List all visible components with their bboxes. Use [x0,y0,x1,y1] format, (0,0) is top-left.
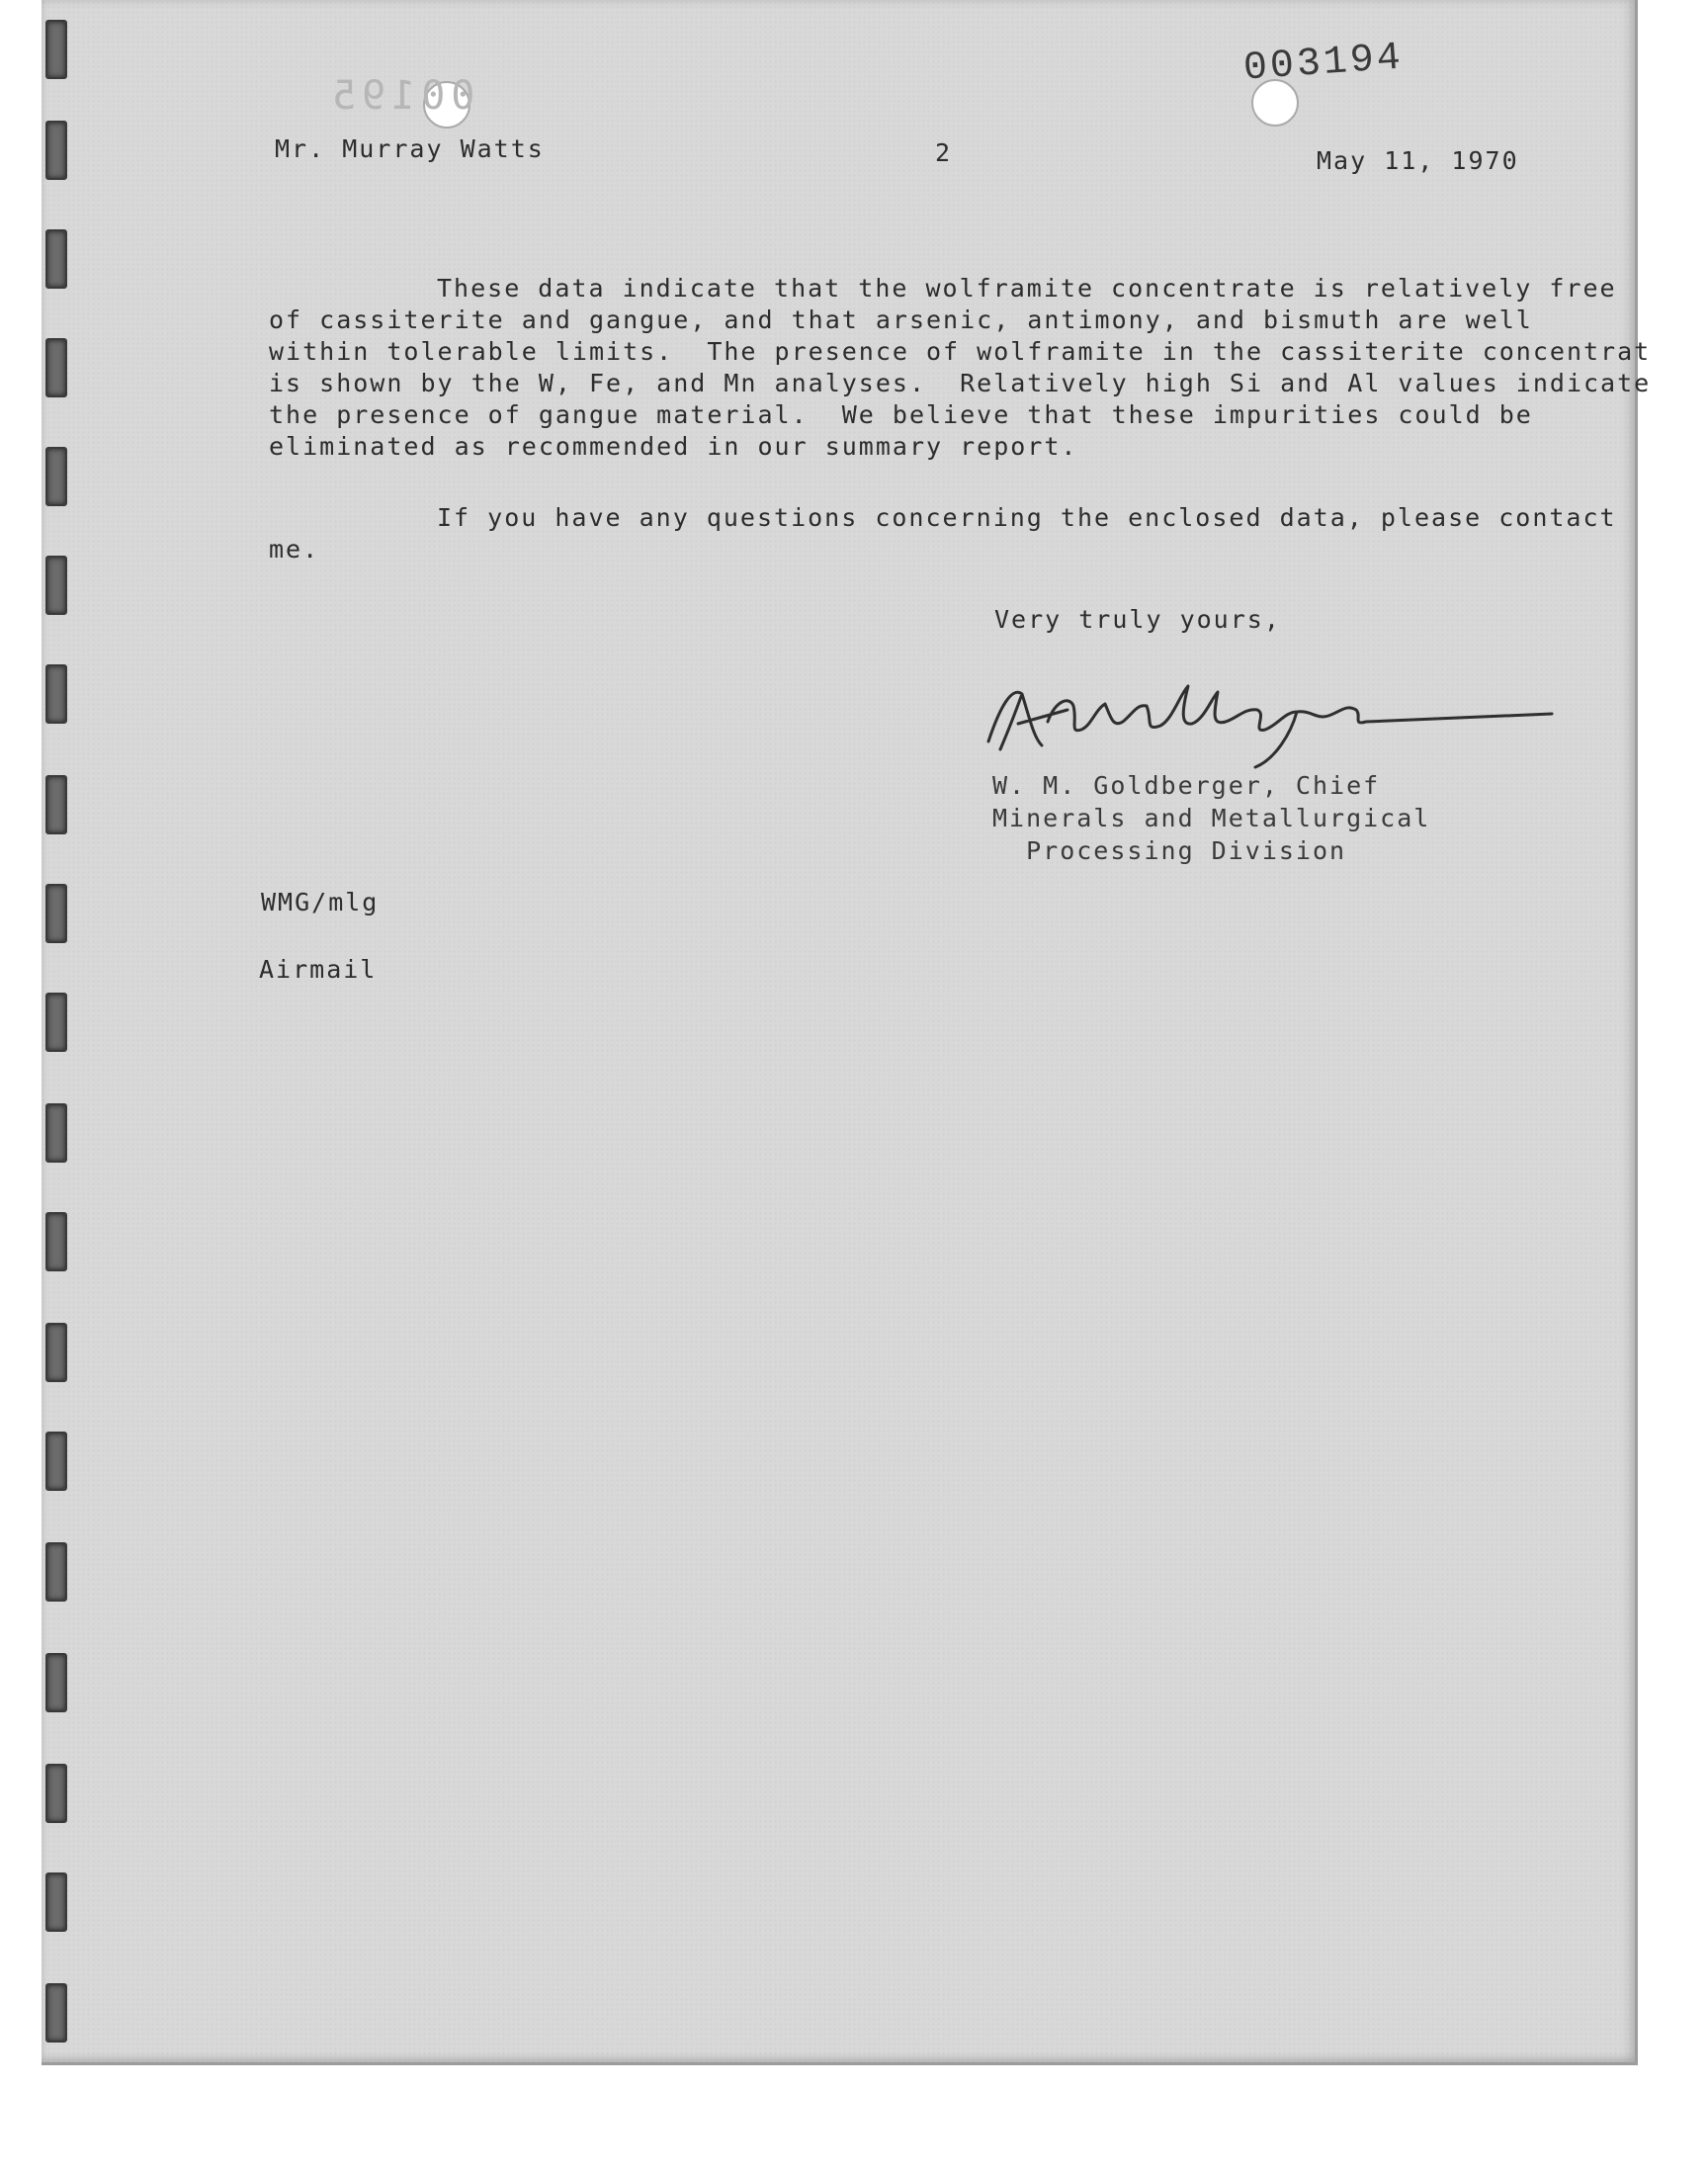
document-stamp-number: 003194 [1241,36,1406,92]
signer-title: Minerals and Metallurgical [992,804,1431,832]
paragraph-line: If you have any questions concerning the enclosed data, please contact [437,503,1617,532]
binding-hole [45,1872,67,1932]
binding-hole [45,1323,67,1382]
binding-hole [45,1542,67,1602]
binding-hole [45,1653,67,1712]
spiral-binding [42,0,77,2062]
binding-hole [45,556,67,615]
recipient-name: Mr. Murray Watts [275,134,545,163]
binding-hole [45,447,67,506]
body-paragraph-1 [269,273,1652,463]
binding-hole [45,229,67,289]
binding-hole [45,993,67,1052]
page-number: 2 [935,138,953,167]
handwritten-signature [979,664,1562,783]
bleed-through-number: 00195 [326,73,475,119]
letter-date: May 11, 1970 [1317,146,1519,175]
paragraph-line: These data indicate that the wolframite concentrate is relatively free [437,274,1617,303]
paragraph-line: the presence of gangue material. We believe that these impurities could be [269,400,1533,429]
paragraph-line: eliminated as recommended in our summary report. [269,432,1078,461]
signer-division: Processing Division [992,836,1347,865]
delivery-method: Airmail [259,955,378,984]
paragraph-line: within tolerable limits. The presence of wolframite in the cassiterite concentrat [269,337,1652,366]
binding-hole [45,1432,67,1491]
paragraph-line: me. [269,535,320,564]
binding-hole [45,1983,67,2043]
typist-initials: WMG/mlg [261,888,380,916]
binding-hole [45,1764,67,1823]
binding-hole [45,20,67,79]
body-paragraph-2 [269,502,1633,566]
binding-hole [45,1103,67,1163]
signer-name: W. M. Goldberger, Chief [992,771,1381,800]
binding-hole [45,1212,67,1271]
closing-salutation: Very truly yours, [994,605,1281,634]
binding-hole [45,775,67,834]
paragraph-line: is shown by the W, Fe, and Mn analyses. Relatively high Si and Al values indicate [269,369,1652,397]
binding-hole [45,884,67,943]
signer-block [992,769,1430,867]
binding-hole [45,121,67,180]
binding-hole [45,664,67,724]
paragraph-line: of cassiterite and gangue, and that arsenic, antimony, and bismuth are well [269,305,1533,334]
binding-hole [45,338,67,397]
